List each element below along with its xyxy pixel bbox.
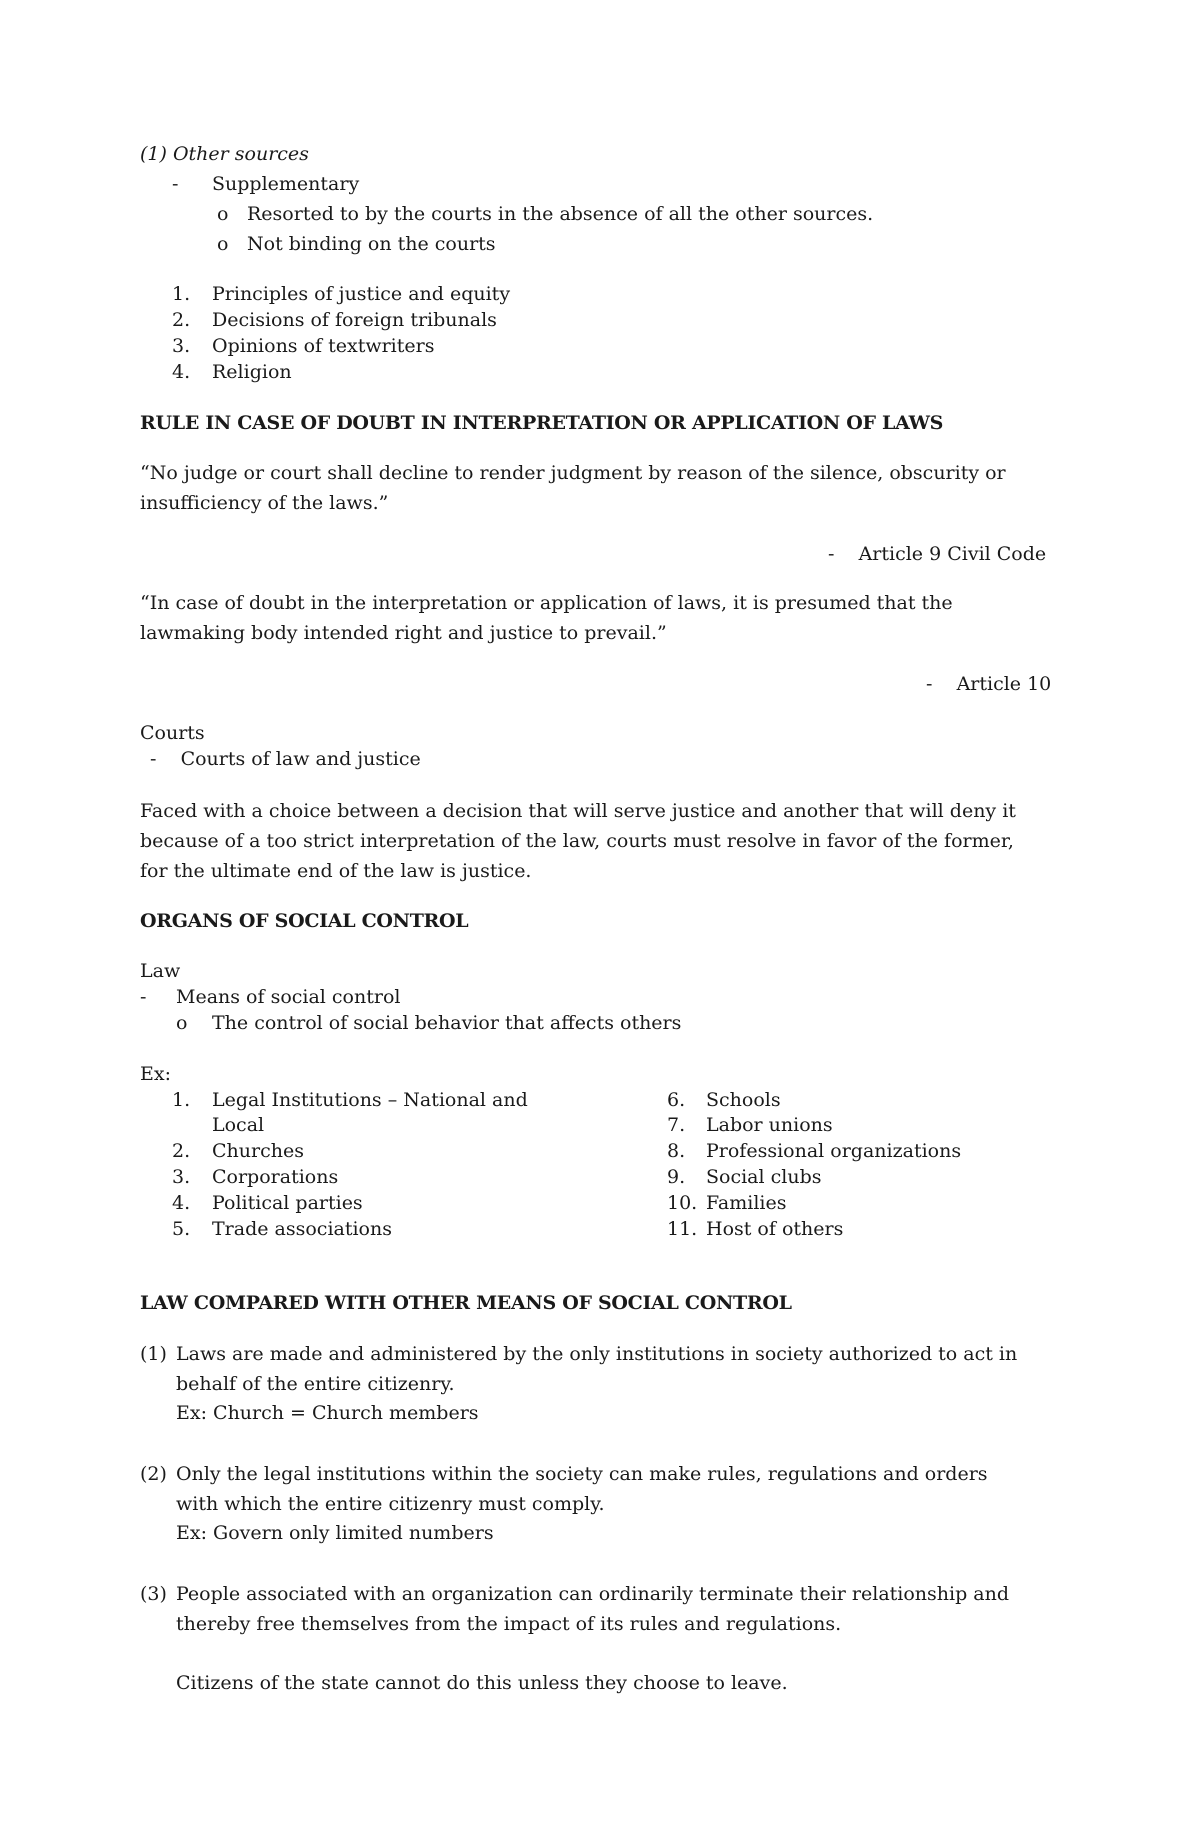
paragraph-line: Faced with a choice between a decision that will serve justice and another that will deny it bbox=[140, 800, 1016, 822]
law-item: Means of social control bbox=[176, 986, 401, 1008]
bullet-item: Resorted to by the courts in the absence of all the other sources. bbox=[247, 203, 874, 225]
organs-heading: ORGANS OF SOCIAL CONTROL bbox=[140, 910, 469, 932]
point-line: thereby free themselves from the impact of its rules and regulations. bbox=[176, 1613, 842, 1635]
courts-item: - Courts of law and justice bbox=[150, 748, 421, 770]
left-list-item: Legal Institutions – National and bbox=[212, 1089, 528, 1111]
right-list-number: 10. bbox=[667, 1192, 698, 1214]
left-list-number: 3. bbox=[172, 1166, 191, 1188]
right-list-item: Social clubs bbox=[706, 1166, 822, 1188]
left-list-item: Trade associations bbox=[212, 1218, 392, 1240]
left-list-item: Corporations bbox=[212, 1166, 339, 1188]
list-item: Decisions of foreign tribunals bbox=[212, 309, 497, 331]
left-list-item: Churches bbox=[212, 1140, 304, 1162]
compared-heading: LAW COMPARED WITH OTHER MEANS OF SOCIAL CONTROL bbox=[140, 1292, 792, 1314]
point-line: behalf of the entire citizenry. bbox=[176, 1373, 455, 1395]
list-item: Religion bbox=[212, 361, 292, 383]
quote1-line1: “No judge or court shall decline to render judgment by reason of the silence, obscurity or bbox=[140, 462, 1006, 484]
point-marker: (1) bbox=[140, 1343, 167, 1365]
citation-article-10: - Article 10 bbox=[926, 673, 1052, 695]
quote2-line2: lawmaking body intended right and justice to prevail.” bbox=[140, 622, 667, 644]
point-note: Citizens of the state cannot do this unless they choose to leave. bbox=[176, 1672, 788, 1694]
right-list-item: Host of others bbox=[706, 1218, 844, 1240]
bullet-item: Not binding on the courts bbox=[247, 233, 496, 255]
right-list-number: 11. bbox=[667, 1218, 698, 1240]
law-marker: - bbox=[140, 986, 147, 1008]
supplementary-marker: - bbox=[172, 173, 179, 195]
law-sub-marker: o bbox=[176, 1012, 188, 1034]
right-list-number: 6. bbox=[667, 1089, 686, 1111]
left-list-number: 4. bbox=[172, 1192, 191, 1214]
list-number: 3. bbox=[172, 335, 191, 357]
other-sources-heading: (1) Other sources bbox=[140, 143, 309, 165]
courts-label: Courts bbox=[140, 722, 205, 744]
right-list-item: Professional organizations bbox=[706, 1140, 962, 1162]
point-line: with which the entire citizenry must comply. bbox=[176, 1493, 605, 1515]
list-number: 1. bbox=[172, 283, 191, 305]
supplementary-label: Supplementary bbox=[212, 173, 360, 195]
point-line: People associated with an organization can ordinarily terminate their relationship and bbox=[176, 1583, 1010, 1605]
right-list-number: 7. bbox=[667, 1114, 686, 1136]
bullet-marker: o bbox=[217, 233, 229, 255]
right-list-number: 8. bbox=[667, 1140, 686, 1162]
quote1-line2: insufficiency of the laws.” bbox=[140, 492, 389, 514]
paragraph-line: for the ultimate end of the law is justice. bbox=[140, 860, 532, 882]
bullet-marker: o bbox=[217, 203, 229, 225]
left-list-item: Local bbox=[212, 1114, 265, 1136]
right-list-item: Schools bbox=[706, 1089, 781, 1111]
list-number: 4. bbox=[172, 361, 191, 383]
point-marker: (3) bbox=[140, 1583, 167, 1605]
law-label: Law bbox=[140, 960, 181, 982]
point-line: Only the legal institutions within the society can make rules, regulations and orders bbox=[176, 1463, 988, 1485]
paragraph-line: because of a too strict interpretation of the law, courts must resolve in favor of the former, bbox=[140, 830, 1014, 852]
left-list-number: 2. bbox=[172, 1140, 191, 1162]
right-list-item: Families bbox=[706, 1192, 787, 1214]
right-list-item: Labor unions bbox=[706, 1114, 833, 1136]
left-list-number: 1. bbox=[172, 1089, 191, 1111]
point-example: Ex: Church = Church members bbox=[176, 1402, 479, 1424]
list-number: 2. bbox=[172, 309, 191, 331]
law-sub-item: The control of social behavior that affects others bbox=[212, 1012, 682, 1034]
right-list-number: 9. bbox=[667, 1166, 686, 1188]
left-list-number: 5. bbox=[172, 1218, 191, 1240]
point-line: Laws are made and administered by the only institutions in society authorized to act in bbox=[176, 1343, 1018, 1365]
ex-label: Ex: bbox=[140, 1063, 171, 1085]
list-item: Opinions of textwriters bbox=[212, 335, 435, 357]
rule-heading: RULE IN CASE OF DOUBT IN INTERPRETATION OR APPLICATION OF LAWS bbox=[140, 412, 944, 434]
point-marker: (2) bbox=[140, 1463, 167, 1485]
point-example: Ex: Govern only limited numbers bbox=[176, 1522, 494, 1544]
citation-article-9: - Article 9 Civil Code bbox=[828, 543, 1047, 565]
quote2-line1: “In case of doubt in the interpretation or application of laws, it is presumed that the bbox=[140, 592, 953, 614]
left-list-item: Political parties bbox=[212, 1192, 363, 1214]
list-item: Principles of justice and equity bbox=[212, 283, 511, 305]
